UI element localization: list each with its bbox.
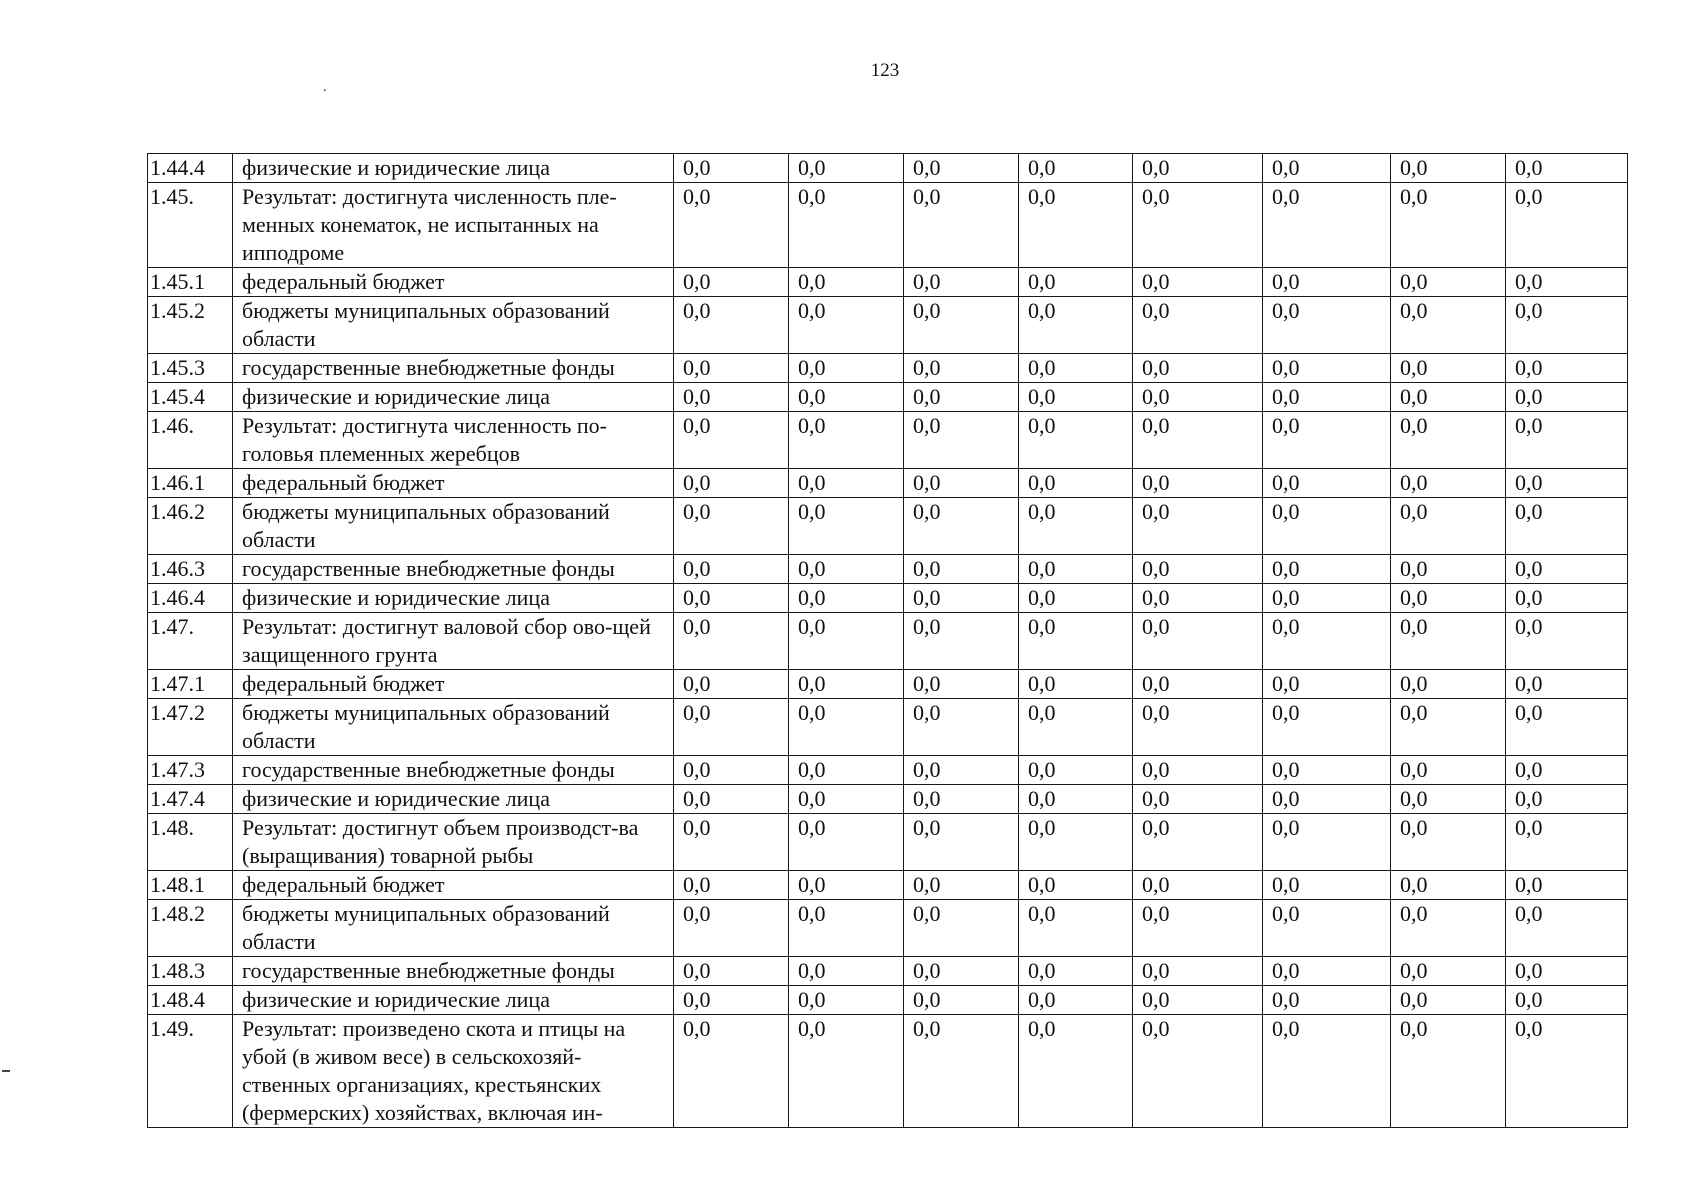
row-code: 1.47. — [148, 613, 233, 670]
value-cell: 0,0 — [1506, 498, 1628, 555]
value-cell: 0,0 — [1263, 986, 1391, 1015]
value-cell: 0,0 — [1391, 785, 1506, 814]
value-cell: 0,0 — [1133, 584, 1263, 613]
value-cell: 0,0 — [1391, 412, 1506, 469]
value-cell: 0,0 — [674, 154, 789, 183]
value-cell: 0,0 — [1133, 1015, 1263, 1128]
value-cell: 0,0 — [674, 383, 789, 412]
value-cell: 0,0 — [1019, 297, 1133, 354]
value-cell: 0,0 — [789, 986, 904, 1015]
row-name: государственные внебюджетные фонды — [233, 354, 674, 383]
table-row — [148, 756, 1628, 785]
row-name: физические и юридические лица — [233, 785, 674, 814]
value-cell: 0,0 — [1506, 957, 1628, 986]
value-cell: 0,0 — [1506, 814, 1628, 871]
table-row — [148, 1015, 1628, 1128]
value-cell: 0,0 — [674, 699, 789, 756]
value-cell: 0,0 — [904, 871, 1019, 900]
value-cell: 0,0 — [1019, 756, 1133, 785]
row-code: 1.48.3 — [148, 957, 233, 986]
table-row — [148, 154, 1628, 183]
table-row — [148, 354, 1628, 383]
value-cell: 0,0 — [1133, 871, 1263, 900]
value-cell: 0,0 — [904, 699, 1019, 756]
value-cell: 0,0 — [1506, 584, 1628, 613]
row-code: 1.46.2 — [148, 498, 233, 555]
value-cell: 0,0 — [1391, 469, 1506, 498]
value-cell: 0,0 — [674, 354, 789, 383]
value-cell: 0,0 — [1019, 814, 1133, 871]
value-cell: 0,0 — [1019, 1015, 1133, 1128]
row-code: 1.47.3 — [148, 756, 233, 785]
value-cell: 0,0 — [674, 785, 789, 814]
value-cell: 0,0 — [1391, 268, 1506, 297]
table-row — [148, 584, 1628, 613]
row-name: физические и юридические лица — [233, 383, 674, 412]
row-code: 1.46.1 — [148, 469, 233, 498]
value-cell: 0,0 — [904, 1015, 1019, 1128]
value-cell: 0,0 — [1263, 354, 1391, 383]
value-cell: 0,0 — [1019, 957, 1133, 986]
value-cell: 0,0 — [1019, 871, 1133, 900]
value-cell: 0,0 — [1133, 183, 1263, 268]
value-cell: 0,0 — [789, 154, 904, 183]
table-row — [148, 871, 1628, 900]
table-row — [148, 900, 1628, 957]
value-cell: 0,0 — [1133, 268, 1263, 297]
value-cell: 0,0 — [674, 297, 789, 354]
value-cell: 0,0 — [1133, 555, 1263, 584]
row-name: Результат: произведено скота и птицы на убой (в живом весе) в сельскохозяй-ственных организациях, крестьянских (фермерских) хозяйствах, включая ин- — [233, 1015, 674, 1128]
value-cell: 0,0 — [1019, 383, 1133, 412]
row-name: физические и юридические лица — [233, 584, 674, 613]
value-cell: 0,0 — [1391, 1015, 1506, 1128]
value-cell: 0,0 — [1263, 498, 1391, 555]
value-cell: 0,0 — [1019, 900, 1133, 957]
row-code: 1.48.1 — [148, 871, 233, 900]
value-cell: 0,0 — [1506, 412, 1628, 469]
value-cell: 0,0 — [1133, 154, 1263, 183]
value-cell: 0,0 — [1391, 613, 1506, 670]
value-cell: 0,0 — [1263, 469, 1391, 498]
value-cell: 0,0 — [1263, 613, 1391, 670]
value-cell: 0,0 — [904, 154, 1019, 183]
value-cell: 0,0 — [674, 268, 789, 297]
value-cell: 0,0 — [1506, 555, 1628, 584]
table-row — [148, 498, 1628, 555]
row-code: 1.48. — [148, 814, 233, 871]
row-name: бюджеты муниципальных образований области — [233, 297, 674, 354]
table-row — [148, 986, 1628, 1015]
page-dot: . — [323, 80, 327, 95]
value-cell: 0,0 — [1506, 756, 1628, 785]
value-cell: 0,0 — [1506, 469, 1628, 498]
table-row — [148, 383, 1628, 412]
table-row — [148, 785, 1628, 814]
value-cell: 0,0 — [904, 469, 1019, 498]
value-cell: 0,0 — [1019, 469, 1133, 498]
value-cell: 0,0 — [1133, 469, 1263, 498]
row-code: 1.46. — [148, 412, 233, 469]
value-cell: 0,0 — [1506, 154, 1628, 183]
row-name: Результат: достигнут валовой сбор ово-щей защищенного грунта — [233, 613, 674, 670]
row-name: физические и юридические лица — [233, 986, 674, 1015]
value-cell: 0,0 — [1391, 555, 1506, 584]
value-cell: 0,0 — [1391, 756, 1506, 785]
value-cell: 0,0 — [1391, 498, 1506, 555]
value-cell: 0,0 — [904, 986, 1019, 1015]
value-cell: 0,0 — [1263, 154, 1391, 183]
table-row — [148, 670, 1628, 699]
value-cell: 0,0 — [674, 1015, 789, 1128]
value-cell: 0,0 — [904, 756, 1019, 785]
value-cell: 0,0 — [1019, 670, 1133, 699]
row-name: Результат: достигнут объем производст-ва (выращивания) товарной рыбы — [233, 814, 674, 871]
value-cell: 0,0 — [904, 383, 1019, 412]
value-cell: 0,0 — [1391, 900, 1506, 957]
value-cell: 0,0 — [1506, 383, 1628, 412]
value-cell: 0,0 — [1391, 699, 1506, 756]
value-cell: 0,0 — [789, 383, 904, 412]
value-cell: 0,0 — [1019, 268, 1133, 297]
value-cell: 0,0 — [1133, 785, 1263, 814]
row-code: 1.45.1 — [148, 268, 233, 297]
row-code: 1.47.4 — [148, 785, 233, 814]
table-row — [148, 814, 1628, 871]
budget-table — [147, 153, 1628, 1128]
table-row — [148, 412, 1628, 469]
value-cell: 0,0 — [1263, 670, 1391, 699]
value-cell: 0,0 — [1506, 986, 1628, 1015]
table-row — [148, 613, 1628, 670]
value-cell: 0,0 — [674, 584, 789, 613]
value-cell: 0,0 — [1019, 154, 1133, 183]
value-cell: 0,0 — [1133, 756, 1263, 785]
value-cell: 0,0 — [1133, 498, 1263, 555]
value-cell: 0,0 — [1506, 871, 1628, 900]
value-cell: 0,0 — [1019, 613, 1133, 670]
value-cell: 0,0 — [1263, 297, 1391, 354]
value-cell: 0,0 — [1133, 957, 1263, 986]
value-cell: 0,0 — [1263, 871, 1391, 900]
value-cell: 0,0 — [1263, 412, 1391, 469]
value-cell: 0,0 — [1506, 670, 1628, 699]
row-name: бюджеты муниципальных образований области — [233, 900, 674, 957]
row-code: 1.47.1 — [148, 670, 233, 699]
value-cell: 0,0 — [904, 183, 1019, 268]
row-name: государственные внебюджетные фонды — [233, 756, 674, 785]
table-row — [148, 699, 1628, 756]
value-cell: 0,0 — [789, 957, 904, 986]
row-name: государственные внебюджетные фонды — [233, 555, 674, 584]
value-cell: 0,0 — [789, 699, 904, 756]
page-number: 123 — [870, 60, 900, 81]
value-cell: 0,0 — [1019, 354, 1133, 383]
value-cell: 0,0 — [1133, 412, 1263, 469]
value-cell: 0,0 — [1506, 699, 1628, 756]
value-cell: 0,0 — [1391, 354, 1506, 383]
row-name: государственные внебюджетные фонды — [233, 957, 674, 986]
value-cell: 0,0 — [904, 555, 1019, 584]
row-code: 1.45.4 — [148, 383, 233, 412]
value-cell: 0,0 — [789, 297, 904, 354]
table-body — [148, 154, 1628, 1128]
row-name: Результат: достигнута численность пле-менных конематок, не испытанных на ипподроме — [233, 183, 674, 268]
value-cell: 0,0 — [1506, 785, 1628, 814]
value-cell: 0,0 — [674, 814, 789, 871]
value-cell: 0,0 — [1391, 154, 1506, 183]
value-cell: 0,0 — [1019, 555, 1133, 584]
row-name: физические и юридические лица — [233, 154, 674, 183]
row-code: 1.48.4 — [148, 986, 233, 1015]
value-cell: 0,0 — [674, 670, 789, 699]
value-cell: 0,0 — [904, 613, 1019, 670]
value-cell: 0,0 — [1263, 785, 1391, 814]
row-code: 1.48.2 — [148, 900, 233, 957]
value-cell: 0,0 — [1391, 814, 1506, 871]
value-cell: 0,0 — [789, 469, 904, 498]
value-cell: 0,0 — [1391, 183, 1506, 268]
value-cell: 0,0 — [674, 613, 789, 670]
value-cell: 0,0 — [789, 268, 904, 297]
value-cell: 0,0 — [1133, 986, 1263, 1015]
row-name: Результат: достигнута численность по-головья племенных жеребцов — [233, 412, 674, 469]
value-cell: 0,0 — [1019, 183, 1133, 268]
value-cell: 0,0 — [1506, 613, 1628, 670]
table-row — [148, 297, 1628, 354]
value-cell: 0,0 — [789, 183, 904, 268]
value-cell: 0,0 — [904, 814, 1019, 871]
value-cell: 0,0 — [789, 756, 904, 785]
value-cell: 0,0 — [674, 957, 789, 986]
value-cell: 0,0 — [904, 268, 1019, 297]
value-cell: 0,0 — [904, 498, 1019, 555]
value-cell: 0,0 — [1506, 183, 1628, 268]
value-cell: 0,0 — [1019, 785, 1133, 814]
value-cell: 0,0 — [674, 183, 789, 268]
value-cell: 0,0 — [1263, 183, 1391, 268]
value-cell: 0,0 — [1133, 297, 1263, 354]
value-cell: 0,0 — [1133, 670, 1263, 699]
row-code: 1.46.4 — [148, 584, 233, 613]
value-cell: 0,0 — [789, 1015, 904, 1128]
value-cell: 0,0 — [904, 297, 1019, 354]
value-cell: 0,0 — [1133, 699, 1263, 756]
value-cell: 0,0 — [1506, 268, 1628, 297]
value-cell: 0,0 — [674, 498, 789, 555]
value-cell: 0,0 — [674, 412, 789, 469]
value-cell: 0,0 — [1263, 555, 1391, 584]
value-cell: 0,0 — [904, 957, 1019, 986]
value-cell: 0,0 — [1263, 814, 1391, 871]
value-cell: 0,0 — [904, 785, 1019, 814]
value-cell: 0,0 — [1391, 957, 1506, 986]
value-cell: 0,0 — [789, 871, 904, 900]
table-row — [148, 555, 1628, 584]
value-cell: 0,0 — [789, 354, 904, 383]
table-row — [148, 469, 1628, 498]
row-name: федеральный бюджет — [233, 871, 674, 900]
value-cell: 0,0 — [1263, 900, 1391, 957]
value-cell: 0,0 — [1391, 584, 1506, 613]
value-cell: 0,0 — [904, 670, 1019, 699]
value-cell: 0,0 — [1019, 986, 1133, 1015]
table-row — [148, 183, 1628, 268]
value-cell: 0,0 — [1391, 297, 1506, 354]
value-cell: 0,0 — [904, 412, 1019, 469]
value-cell: 0,0 — [789, 670, 904, 699]
value-cell: 0,0 — [1506, 354, 1628, 383]
value-cell: 0,0 — [789, 814, 904, 871]
value-cell: 0,0 — [1133, 354, 1263, 383]
value-cell: 0,0 — [1133, 900, 1263, 957]
value-cell: 0,0 — [789, 900, 904, 957]
value-cell: 0,0 — [1263, 699, 1391, 756]
value-cell: 0,0 — [789, 498, 904, 555]
value-cell: 0,0 — [1263, 383, 1391, 412]
value-cell: 0,0 — [904, 900, 1019, 957]
row-code: 1.45.3 — [148, 354, 233, 383]
row-code: 1.45.2 — [148, 297, 233, 354]
value-cell: 0,0 — [1391, 670, 1506, 699]
value-cell: 0,0 — [904, 354, 1019, 383]
value-cell: 0,0 — [1391, 986, 1506, 1015]
value-cell: 0,0 — [1263, 957, 1391, 986]
value-cell: 0,0 — [1019, 498, 1133, 555]
value-cell: 0,0 — [674, 469, 789, 498]
value-cell: 0,0 — [789, 584, 904, 613]
value-cell: 0,0 — [674, 986, 789, 1015]
row-name: федеральный бюджет — [233, 268, 674, 297]
edge-mark — [2, 1070, 10, 1072]
value-cell: 0,0 — [1263, 268, 1391, 297]
value-cell: 0,0 — [1506, 1015, 1628, 1128]
table-row — [148, 957, 1628, 986]
row-code: 1.49. — [148, 1015, 233, 1128]
value-cell: 0,0 — [1019, 584, 1133, 613]
row-name: бюджеты муниципальных образований области — [233, 699, 674, 756]
value-cell: 0,0 — [789, 555, 904, 584]
value-cell: 0,0 — [674, 900, 789, 957]
table-row — [148, 268, 1628, 297]
value-cell: 0,0 — [1506, 297, 1628, 354]
value-cell: 0,0 — [1391, 871, 1506, 900]
value-cell: 0,0 — [674, 871, 789, 900]
value-cell: 0,0 — [674, 555, 789, 584]
value-cell: 0,0 — [789, 412, 904, 469]
value-cell: 0,0 — [904, 584, 1019, 613]
value-cell: 0,0 — [789, 785, 904, 814]
row-name: федеральный бюджет — [233, 469, 674, 498]
value-cell: 0,0 — [1391, 383, 1506, 412]
row-code: 1.45. — [148, 183, 233, 268]
value-cell: 0,0 — [1019, 699, 1133, 756]
row-code: 1.46.3 — [148, 555, 233, 584]
row-code: 1.47.2 — [148, 699, 233, 756]
value-cell: 0,0 — [674, 756, 789, 785]
row-name: бюджеты муниципальных образований области — [233, 498, 674, 555]
value-cell: 0,0 — [1263, 756, 1391, 785]
value-cell: 0,0 — [1263, 584, 1391, 613]
row-code: 1.44.4 — [148, 154, 233, 183]
value-cell: 0,0 — [1133, 814, 1263, 871]
value-cell: 0,0 — [1133, 383, 1263, 412]
value-cell: 0,0 — [1133, 613, 1263, 670]
value-cell: 0,0 — [1263, 1015, 1391, 1128]
value-cell: 0,0 — [1506, 900, 1628, 957]
value-cell: 0,0 — [1019, 412, 1133, 469]
value-cell: 0,0 — [789, 613, 904, 670]
row-name: федеральный бюджет — [233, 670, 674, 699]
